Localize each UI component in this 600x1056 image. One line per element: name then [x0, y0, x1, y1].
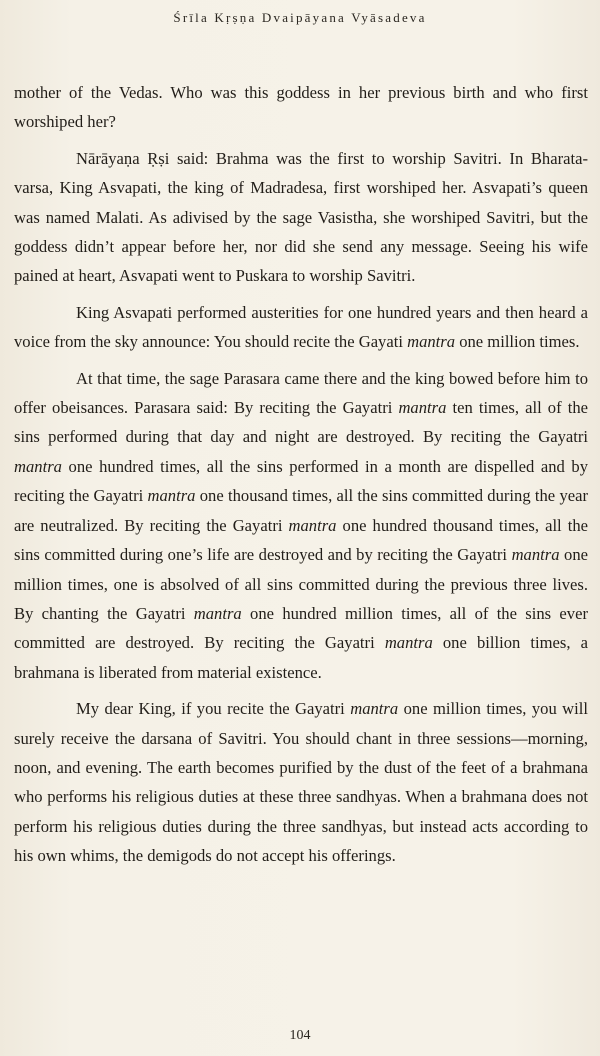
paragraph-text: ten times, all of the sins performed during that day and night are destroyed. By reciting the Gayatri — [14, 398, 589, 447]
paragraph-text: one thousand times, all the sins committed during the year are neutralized. By reciting the Gayatri — [14, 486, 588, 535]
paragraph — [14, 364, 588, 687]
paragraph — [14, 78, 588, 137]
italic-term: mantra — [384, 633, 433, 653]
italic-term: mantra — [14, 456, 62, 476]
italic-term: mantra — [288, 515, 337, 535]
paragraph-text: Nārāyaṇa Ṛṣi said: Brahma was the first to worship Savitri. In Bharata-varsa, King Asvapati, the king of Madradesa, first worshiped her. Asvapati’s queen was named Malati. As adivised by the sage Vasistha, she worshiped Savitri, but the goddess didn’t appear before her, nor did she send any message. Seeing his wife pained at heart, Asvapati went to Puskara to worship Savitri. — [14, 148, 588, 286]
italic-term: mantra — [511, 545, 560, 565]
page-number: 104 — [289, 1028, 311, 1043]
paragraph — [14, 298, 588, 357]
paragraph-text: one hundred million times, all of the sins ever committed are destroyed. By reciting the Gayatri — [14, 603, 588, 653]
paragraph-text: one million times, you will surely receive the darsana of Savitri. You should chant in three sessions—morning, noon, and evening. The earth becomes purified by the dust of the feet of a brahmana who performs his religious duties at these three sandhyas. When a brahmana does not perform his religious duties during the three sandhyas, but instead acts according to his own whims, the demigods do not accept his offerings. — [14, 699, 588, 866]
italic-term: mantra — [193, 603, 242, 623]
paragraph-text: mother of the Vedas. Who was this goddess in her previous birth and who first worshiped her? — [14, 83, 588, 132]
paragraph — [14, 144, 588, 291]
body-text — [14, 78, 588, 878]
paragraph-text: My dear King, if you recite the Gayatri — [76, 699, 351, 719]
paragraph-text: one hundred times, all the sins performed in a month are dispelled and by reciting the Gayatri — [14, 456, 588, 506]
paragraph-text: one billion times, a brahmana is liberated from material existence. — [14, 633, 589, 682]
paragraph-text: At that time, the sage Parasara came there and the king bowed before him to offer obeisances. Parasara said: By reciting the Gayatri — [14, 368, 588, 418]
italic-term: mantra — [398, 398, 447, 418]
paragraph-text: King Asvapati performed austerities for one hundred years and then heard a voice from the sky announce: You should recite the Gayati — [14, 302, 588, 352]
running-head: Śrīla Kṛṣṇa Dvaipāyana Vyāsadeva — [173, 10, 427, 25]
paragraph-text: one million times. — [455, 332, 580, 352]
italic-term: mantra — [350, 699, 399, 719]
italic-term: mantra — [147, 486, 196, 506]
italic-term: mantra — [407, 332, 456, 352]
paragraph — [14, 694, 588, 870]
paragraph-text: one million times, one is absolved of all sins committed during the previous three lives. By chanting the Gayatri — [14, 545, 588, 623]
paragraph-text: one hundred thousand times, all the sins committed during one’s life are destroyed and by reciting the Gayatri — [14, 515, 588, 565]
